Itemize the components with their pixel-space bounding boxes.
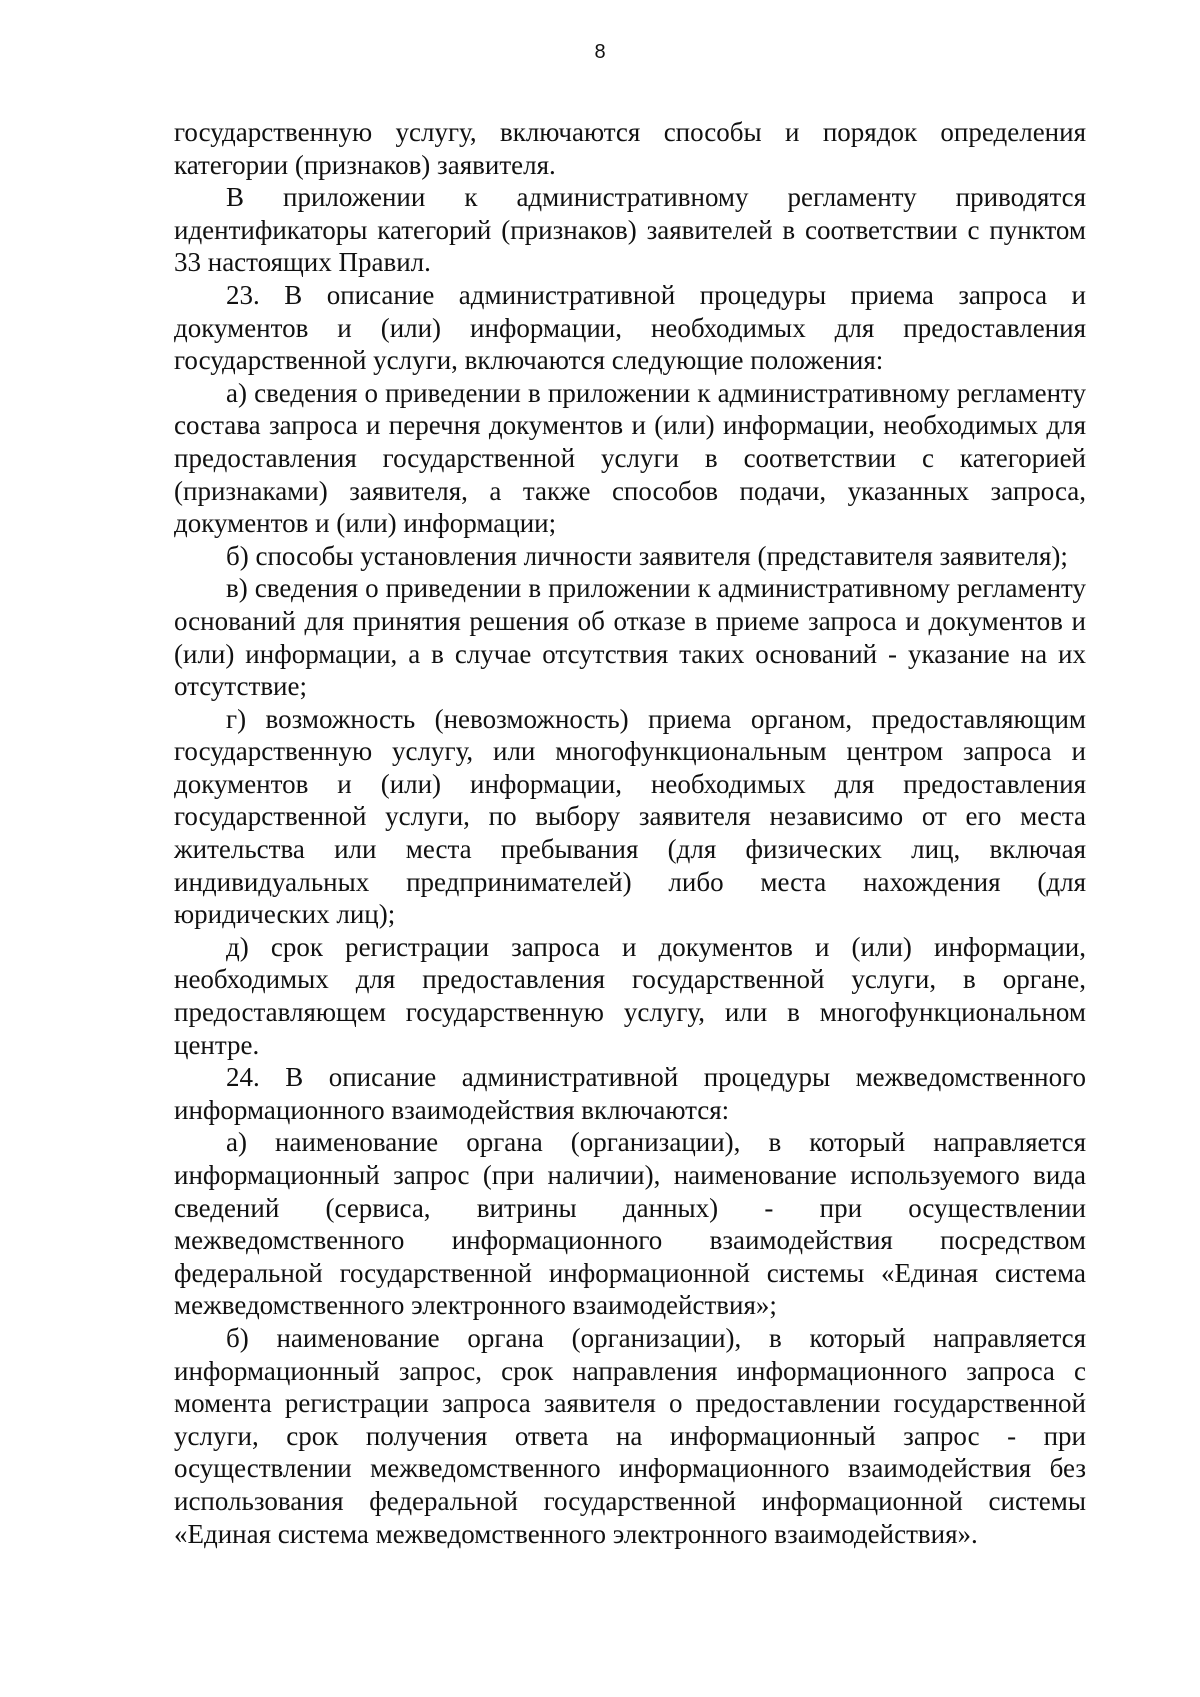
page-number: 8 <box>594 41 606 63</box>
paragraph-item-23-a: а) сведения о приведении в приложении к административному регламенту состава запроса и перечня документов и (или) информации, необходимых для предоставления государственной услуги в соответствии с категорией (признаками) заявителя, а также способов подачи, указанных запроса, документов и (или) информации; <box>174 377 1086 539</box>
paragraph-item-23-d: д) срок регистрации запроса и документов и (или) информации, необходимых для предоставления государственной услуги, в органе, предоставляющем государственную услугу, или в многофункциональном центре. <box>174 931 1086 1060</box>
paragraph-appendix-identifiers: В приложении к административному регламенту приводятся идентификаторы категорий (признаков) заявителей в соответствии с пунктом 33 настоящих Правил. <box>174 182 1086 278</box>
paragraph-item-23-g: г) возможность (невозможность) приема органом, предоставляющим государственную услугу, или многофункциональным центром запроса и документов и (или) информации, необходимых для предоставления государственной услуги, по выбору заявителя независимо от его места жительства или места пребывания (для физических лиц, включая индивидуальных предпринимателей) либо места нахождения (для юридических лиц); <box>174 703 1086 930</box>
paragraph-item-24-a: а) наименование органа (организации), в который направляется информационный запрос (при наличии), наименование используемого вида сведений (сервиса, витрины данных) - при осуществлении межведомственного информационного взаимодействия посредством федеральной государственной информационной системы «Единая система межведомственного электронного взаимодействия»; <box>174 1127 1086 1321</box>
paragraph-continuation: государственную услугу, включаются способы и порядок определения категории (признаков) заявителя. <box>174 117 1086 180</box>
paragraph-item-23-v: в) сведения о приведении в приложении к административному регламенту оснований для принятия решения об отказе в приеме запроса и документов и (или) информации, а в случае отсутствия таких оснований - указание на их отсутствие; <box>174 573 1086 702</box>
document-body <box>174 116 1086 1550</box>
paragraph-item-24: 24. В описание административной процедуры межведомственного информационного взаимодействия включаются: <box>174 1062 1086 1125</box>
paragraph-item-23-b: б) способы установления личности заявителя (представителя заявителя); <box>226 540 1068 571</box>
paragraph-item-24-b: б) наименование органа (организации), в который направляется информационный запрос, срок направления информационного запроса с момента регистрации запроса заявителя о предоставлении государственной услуги, срок получения ответа на информационный запрос - при осуществлении межведомственного информационного взаимодействия без использования федеральной государственной информационной системы «Единая система межведомственного электронного взаимодействия». <box>174 1322 1086 1549</box>
paragraph-item-23: 23. В описание административной процедуры приема запроса и документов и (или) информации, необходимых для предоставления государственной услуги, включаются следующие положения: <box>174 279 1086 376</box>
